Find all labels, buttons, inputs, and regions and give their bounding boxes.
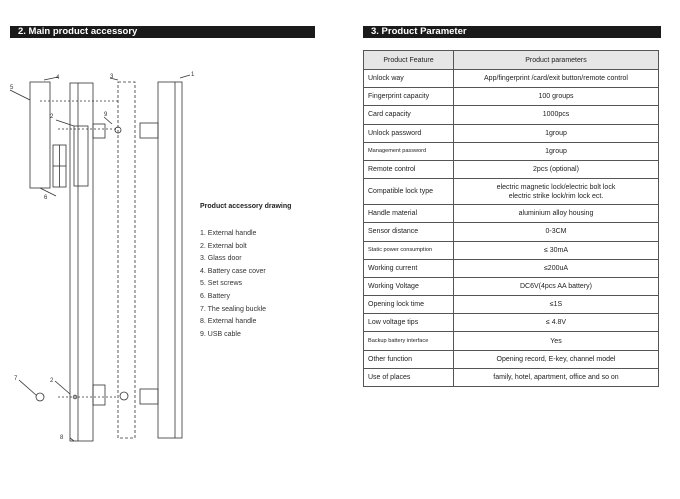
table-row [364, 368, 659, 386]
legend-item: 5. Set screws [200, 280, 243, 288]
value-cell: ≤200uA [454, 259, 659, 277]
table-row [364, 350, 659, 368]
legend-item: 1. External handle [200, 230, 257, 237]
feature-cell: Sensor distance [364, 223, 454, 241]
legend-item: 2. External bolt [200, 242, 247, 250]
table-row [364, 70, 659, 88]
value-cell: aluminium alloy housing [454, 205, 659, 223]
feature-cell: Use of places [364, 368, 454, 386]
feature-cell: Fingerprint capacity [364, 88, 454, 106]
table-row [364, 314, 659, 332]
glass-door [118, 82, 135, 438]
value-cell: 100 groups [454, 88, 659, 106]
value-cell: Yes [454, 332, 659, 350]
table-header-row [364, 51, 659, 70]
value-line: electric strike lock/rim lock ect. [508, 192, 604, 200]
value-cell: 1group [454, 124, 659, 142]
feature-cell: Low voltage tips [364, 314, 454, 332]
feature-cell: Other function [364, 350, 454, 368]
callout-4: 4 [56, 75, 60, 81]
legend-item: 3. Glass door [200, 255, 242, 263]
legend-item: 4. Battery case cover [200, 267, 266, 275]
feature-cell: Compatible lock type [364, 179, 454, 205]
legend-item: 6. Battery [200, 292, 230, 300]
callout-2-lower: 2 [50, 378, 54, 384]
feature-cell: Opening lock time [364, 296, 454, 314]
legend-item: 9. USB cable [200, 330, 241, 338]
value-cell: 2pcs (optional) [454, 160, 659, 178]
table-row [364, 88, 659, 106]
feature-cell: Static power consumption [364, 241, 454, 259]
feature-cell: Working current [364, 259, 454, 277]
external-handle-outer [158, 82, 182, 438]
feature-cell: Unlock way [364, 70, 454, 88]
value-cell: 1000pcs [454, 106, 659, 124]
callout-2: 2 [50, 114, 54, 120]
table-row [364, 259, 659, 277]
battery-case-cover [30, 82, 50, 188]
value-line: electric magnetic lock/electric bolt lock [496, 183, 616, 191]
column-header: Product parameters [454, 51, 659, 70]
legend-item: 7. The sealing buckle [200, 305, 267, 313]
feature-cell: Handle material [364, 205, 454, 223]
table-row [364, 205, 659, 223]
feature-cell: Unlock password [364, 124, 454, 142]
callout-8: 8 [60, 435, 64, 441]
table-row [364, 160, 659, 178]
table-row [364, 332, 659, 350]
callout-5: 5 [10, 85, 14, 91]
accessory-drawing [0, 60, 200, 450]
value-cell: App/fingerprint /card/exit button/remote control [454, 70, 659, 88]
value-cell: family, hotel, apartment, office and so on [454, 368, 659, 386]
legend-item: 8. External handle [200, 318, 257, 326]
accessory-legend [200, 228, 266, 341]
feature-cell: Working Voltage [364, 277, 454, 295]
table-row [364, 223, 659, 241]
value-cell: ≤1S [454, 296, 659, 314]
value-cell: DC6V(4pcs AA battery) [454, 277, 659, 295]
value-cell: ≤ 30mA [454, 241, 659, 259]
table-row [364, 277, 659, 295]
table-row [364, 179, 659, 205]
table-row [364, 124, 659, 142]
table-row [364, 241, 659, 259]
external-handle-inner [70, 83, 93, 441]
feature-cell: Card capacity [364, 106, 454, 124]
callout-3: 3 [110, 74, 114, 80]
feature-cell: Remote control [364, 160, 454, 178]
product-parameter-table [363, 50, 659, 387]
section-title-accessory: 2. Main product accessory [10, 26, 315, 38]
value-cell: Opening record, E-key, channel model [454, 350, 659, 368]
table-row [364, 142, 659, 160]
drawing-title: Product accessory drawing [200, 203, 292, 210]
feature-cell: Management password [364, 142, 454, 160]
value-cell [454, 179, 659, 205]
callout-7: 7 [14, 376, 18, 382]
value-cell: 1group [454, 142, 659, 160]
callout-6: 6 [44, 195, 48, 201]
section-title-parameter: 3. Product Parameter [363, 26, 661, 38]
feature-cell: Backup battery interface [364, 332, 454, 350]
callout-1: 1 [191, 72, 195, 78]
column-header: Product Feature [364, 51, 454, 70]
table-row [364, 296, 659, 314]
table-row [364, 106, 659, 124]
value-cell: ≤ 4.8V [454, 314, 659, 332]
value-cell: 0-3CM [454, 223, 659, 241]
callout-9: 9 [104, 112, 108, 118]
